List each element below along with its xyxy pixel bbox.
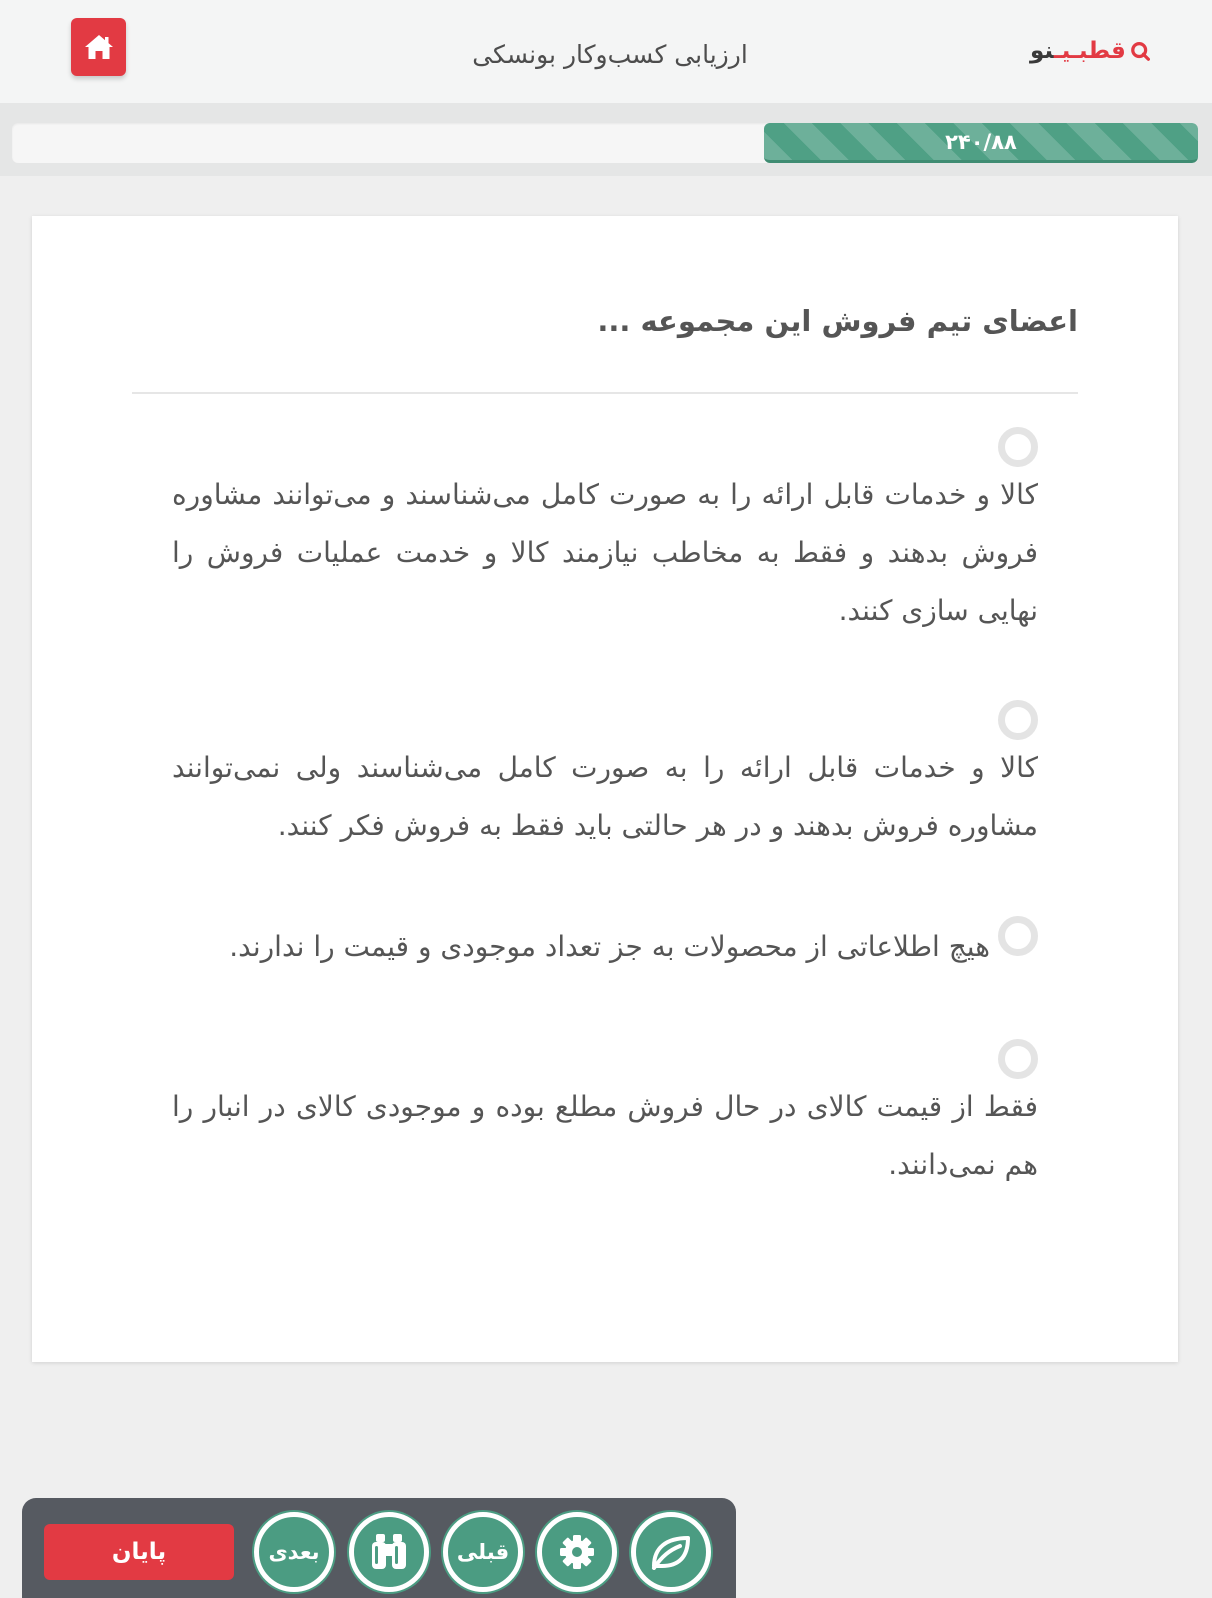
logo-search-icon: [1130, 40, 1150, 62]
progress-bar: [12, 123, 1198, 163]
option-1-radio[interactable]: [998, 427, 1038, 467]
page-title: ارزیابی کسب‌وکار بونسکی: [472, 40, 748, 69]
next-button[interactable]: [254, 1512, 334, 1592]
next-label: بعدی: [268, 1540, 320, 1564]
divider: [132, 392, 1078, 394]
option-2-label: کالا و خدمات قابل ارائه را به صورت کامل می‌شناسند ولی نمی‌توانند مشاوره فروش بدهند و در هر حالتی باید فقط به فروش فکر کنند.: [172, 751, 1038, 842]
home-icon: [83, 32, 115, 62]
progress-fill: [764, 123, 1198, 163]
question-title: اعضای تیم فروش این مجموعه ...: [597, 304, 1078, 338]
brand-logo: [1030, 34, 1150, 68]
option-3-label: هیچ اطلاعاتی از محصولات به جز تعداد موجودی و قیمت را ندارند.: [229, 930, 990, 963]
leaf-icon: [650, 1534, 692, 1570]
option-3-radio[interactable]: [998, 916, 1038, 956]
settings-button[interactable]: [537, 1512, 617, 1592]
binoculars-button[interactable]: [349, 1512, 429, 1592]
option-2-radio[interactable]: [998, 700, 1038, 740]
option-1-label: کالا و خدمات قابل ارائه را به صورت کامل می‌شناسند و می‌توانند مشاوره فروش بدهند و فقط به مخاطب نیازمند کالا و خدمت عملیات فروش را نهایی سازی کنند.: [172, 478, 1038, 627]
option-3[interactable]: [172, 918, 990, 976]
progress-section: [0, 103, 1212, 176]
option-4-radio[interactable]: [998, 1039, 1038, 1079]
logo-text: قطبـیـنو: [1030, 38, 1126, 64]
previous-button[interactable]: [443, 1512, 523, 1592]
progress-label: ۲۴۰/۸۸: [945, 129, 1017, 154]
option-4[interactable]: [172, 1078, 1038, 1194]
option-4-label: فقط از قیمت کالای در حال فروش مطلع بوده و موجودی کالای در انبار را هم نمی‌دانند.: [172, 1090, 1038, 1181]
option-2[interactable]: [172, 739, 1038, 855]
binoculars-icon: [367, 1532, 411, 1572]
end-button[interactable]: پایان: [44, 1524, 234, 1580]
question-card: [32, 216, 1178, 1362]
leaf-button[interactable]: [631, 1512, 711, 1592]
gear-icon: [558, 1533, 596, 1571]
bottom-toolbar: [22, 1498, 736, 1598]
home-button[interactable]: [71, 18, 126, 76]
option-1[interactable]: [172, 466, 1038, 640]
previous-label: قبلی: [456, 1540, 510, 1564]
app-header: [0, 0, 1212, 103]
